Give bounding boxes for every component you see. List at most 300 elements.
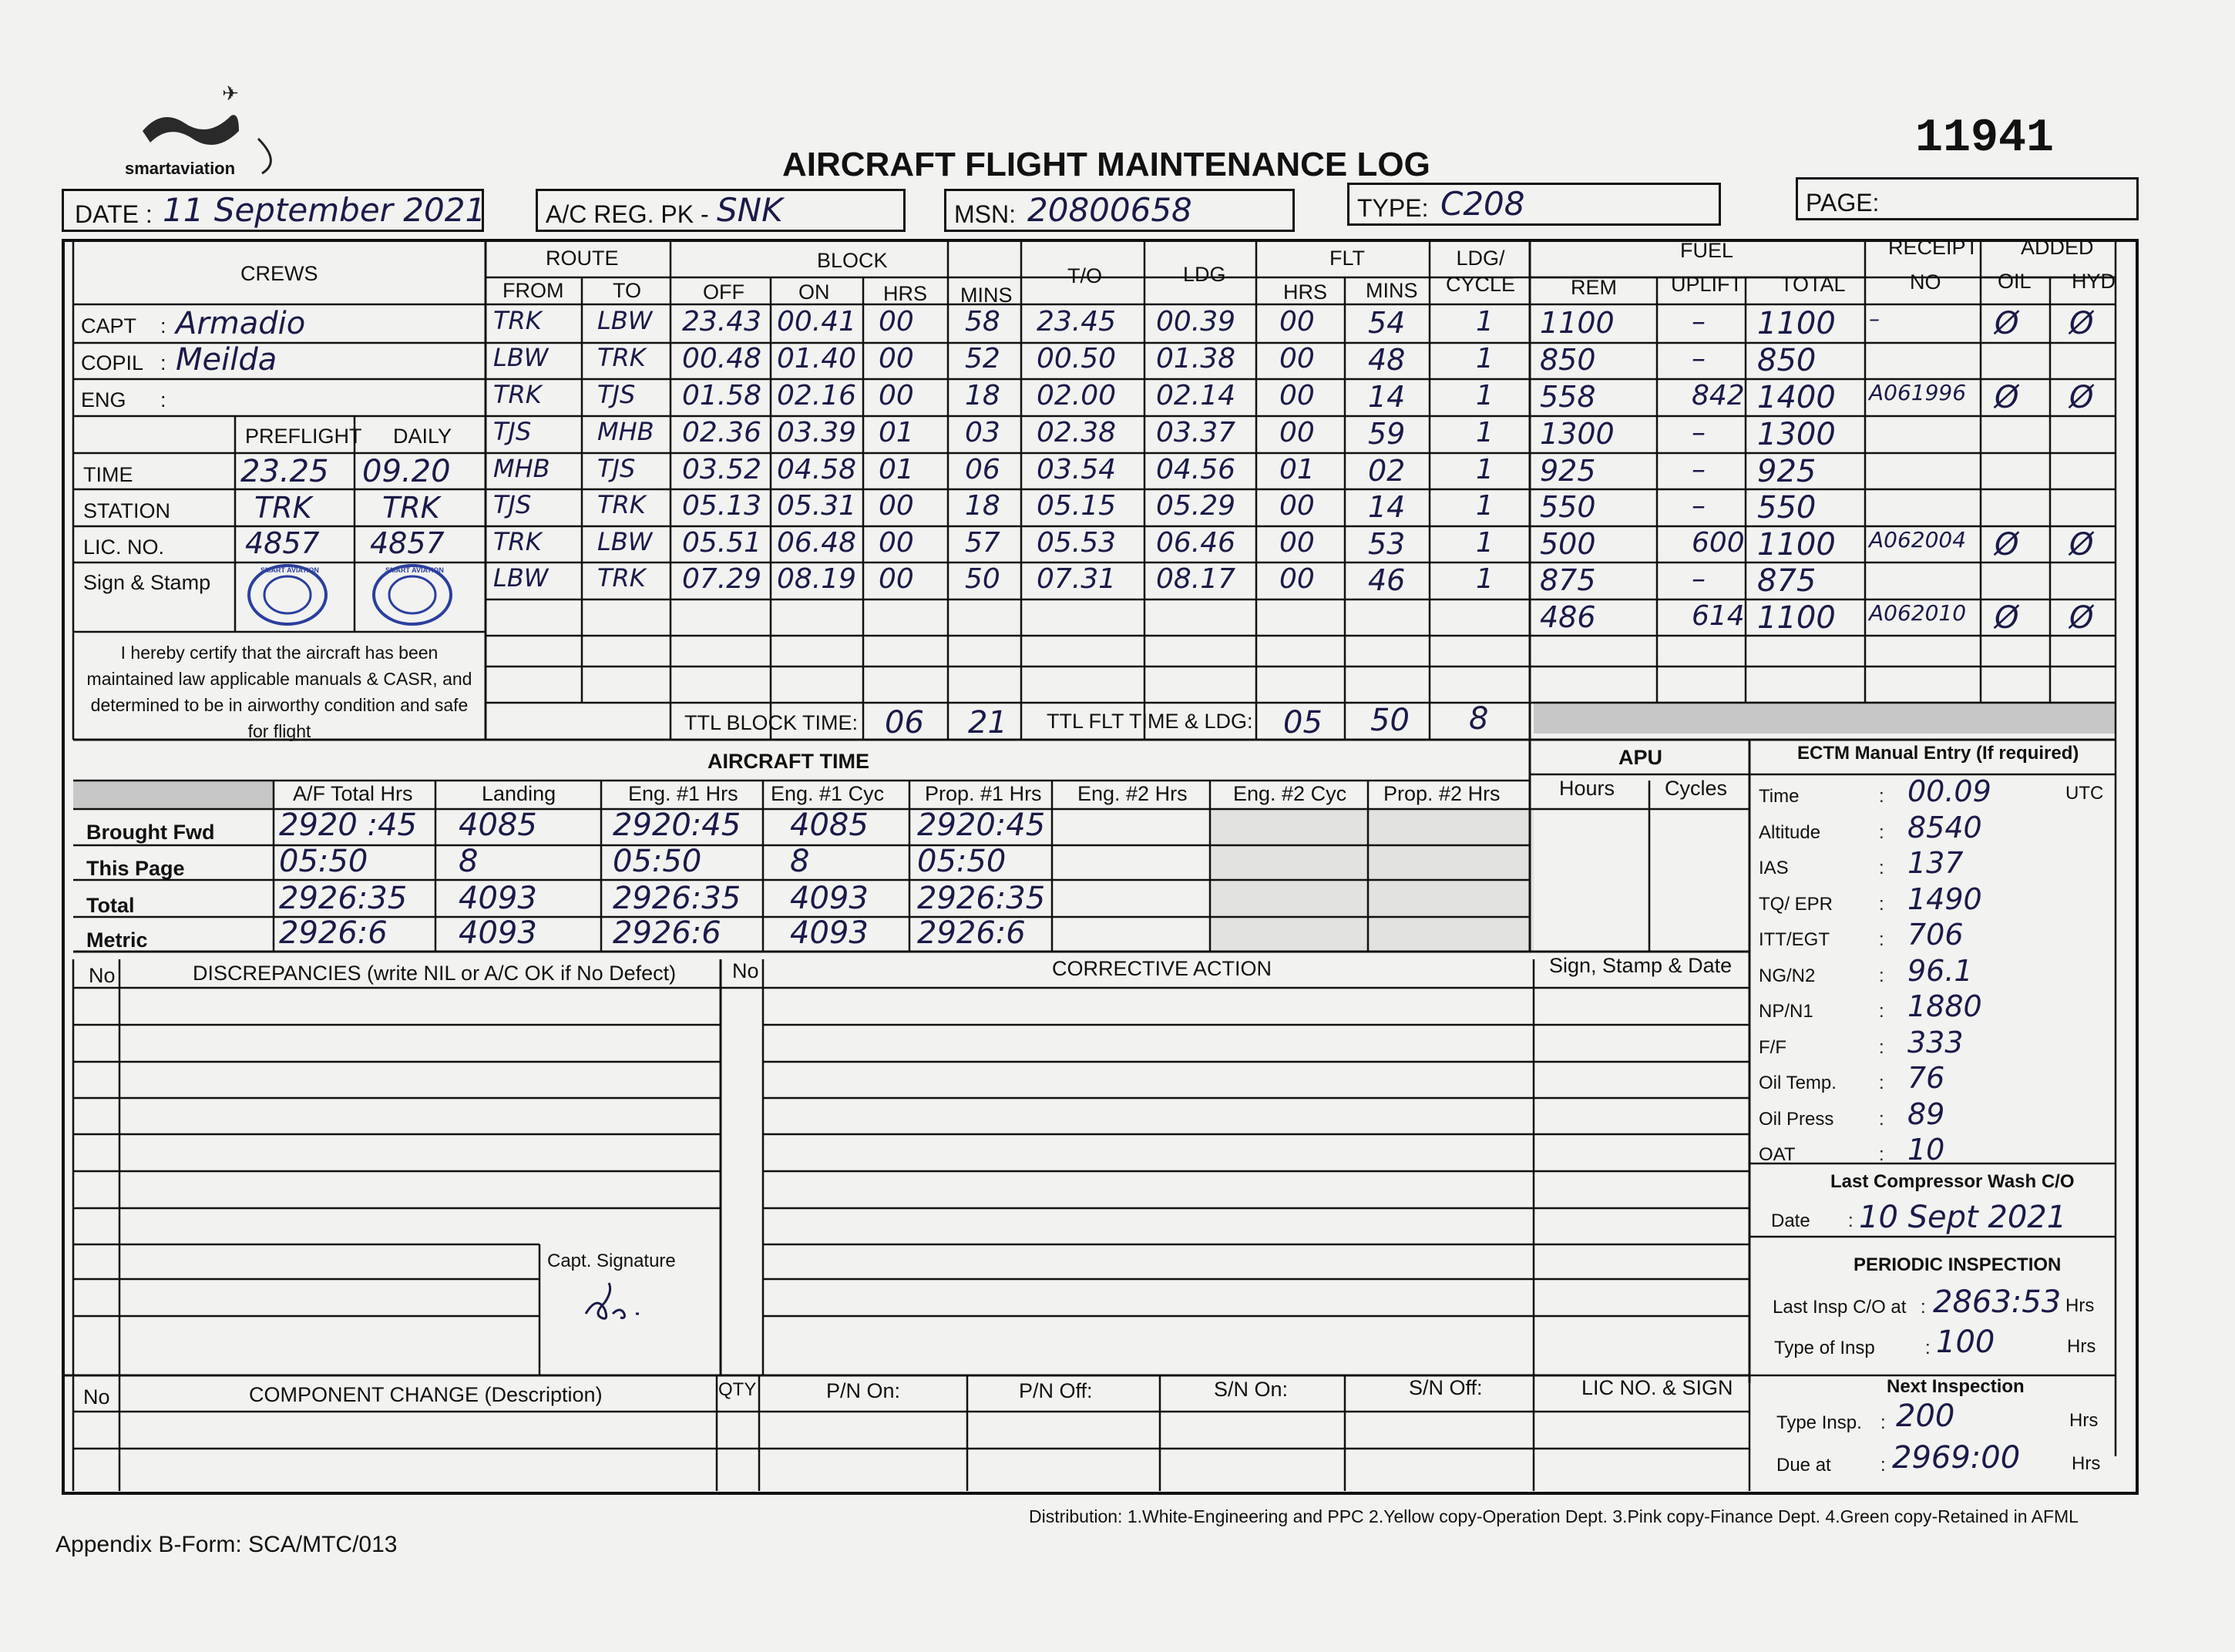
- flight-uplift-cell[interactable]: –: [1692, 343, 1706, 374]
- pn-off-header: P/N Off:: [1019, 1379, 1093, 1402]
- flight-uplift-cell[interactable]: –: [1692, 454, 1706, 485]
- flight-to-cell[interactable]: MHB: [597, 417, 654, 446]
- aircraft-time-row-label: Total: [86, 894, 135, 917]
- ectm-row-value[interactable]: 96.1: [1907, 954, 1973, 988]
- sn-on-header: S/N On:: [1214, 1378, 1289, 1401]
- flight-uplift-cell[interactable]: 842: [1692, 380, 1745, 411]
- to-time-header: T/O: [1067, 264, 1102, 287]
- distribution-note: Distribution: 1.White-Engineering and PPC 2.Yellow copy-Operation Dept. 3.Pink copy-Finance Dept. 4.Green copy-Retained in AFML: [1029, 1506, 2079, 1526]
- ectm-row-colon: :: [1879, 929, 1884, 950]
- hrs-header: HRS: [883, 282, 928, 305]
- flight-total-cell[interactable]: 850: [1757, 343, 1817, 378]
- flight-hrs-cell[interactable]: 00: [879, 343, 914, 374]
- flight-mins-cell[interactable]: 03: [965, 417, 1000, 448]
- aircraft-time-row-label: Metric: [86, 928, 148, 952]
- apu-hours-header: Hours: [1559, 777, 1615, 800]
- ectm-row-value[interactable]: 8540: [1907, 811, 1982, 844]
- ectm-header: ECTM Manual Entry (If required): [1797, 743, 2079, 764]
- corrective-action-header: CORRECTIVE ACTION: [1052, 957, 1272, 980]
- route-header: ROUTE: [546, 247, 619, 270]
- flight-on-cell[interactable]: 02.16: [777, 380, 857, 411]
- serial-number: 11941: [1915, 112, 2055, 165]
- flight-fmins-cell[interactable]: 48: [1368, 343, 1406, 377]
- aircraft-time-value[interactable]: 2920 :45: [279, 808, 417, 843]
- flight-off-cell[interactable]: 01.58: [682, 380, 762, 411]
- flight-from-cell[interactable]: TJS: [493, 417, 532, 446]
- aircraft-time-col-header: Prop. #2 Hrs: [1383, 782, 1501, 805]
- preflight-stamp-icon: [245, 562, 330, 627]
- flight-ldg-cell[interactable]: 06.46: [1156, 527, 1236, 559]
- ectm-row-value[interactable]: 10: [1907, 1133, 1945, 1167]
- svg-text:✈: ✈: [222, 82, 239, 105]
- compressor-date-value[interactable]: 10 Sept 2021: [1859, 1200, 2067, 1235]
- flight-fhrs-cell[interactable]: 00: [1279, 417, 1315, 448]
- flight-on-cell[interactable]: 05.31: [777, 490, 857, 522]
- flight-hrs-cell[interactable]: 00: [879, 490, 914, 522]
- flight-oil-cell[interactable]: Ø: [1995, 600, 2019, 636]
- flight-total-cell[interactable]: 1100: [1757, 600, 1836, 636]
- flight-fhrs-cell[interactable]: 00: [1279, 306, 1315, 337]
- appendix-label: Appendix B-Form: SCA/MTC/013: [55, 1532, 398, 1557]
- aircraft-time-value[interactable]: 4093: [790, 915, 869, 951]
- date-value[interactable]: 11 September 2021: [163, 191, 486, 229]
- type-value[interactable]: C208: [1440, 185, 1525, 223]
- lic-sign-header: LIC NO. & SIGN: [1581, 1376, 1733, 1399]
- lic-preflight-value[interactable]: 4857: [245, 526, 320, 560]
- copil-colon: :: [160, 351, 166, 374]
- flight-rem-cell[interactable]: 925: [1540, 454, 1596, 488]
- form-title: AIRCRAFT FLIGHT MAINTENANCE LOG: [782, 146, 1430, 183]
- aircraft-time-value[interactable]: 05:50: [917, 844, 1007, 879]
- flight-mins-cell[interactable]: 18: [965, 380, 1000, 411]
- flight-mins-cell[interactable]: 57: [965, 527, 1000, 559]
- ectm-row-label: Altitude: [1759, 822, 1821, 843]
- flight-receipt-cell[interactable]: A062004: [1869, 527, 1967, 552]
- flight-to-t-cell[interactable]: 02.00: [1037, 380, 1117, 411]
- flight-fmins-cell[interactable]: 14: [1368, 490, 1406, 524]
- ectm-row-label: F/F: [1759, 1037, 1786, 1058]
- aircraft-time-value[interactable]: 2920:45: [613, 808, 741, 843]
- aircraft-time-value[interactable]: 8: [790, 844, 810, 879]
- on-header: ON: [798, 280, 830, 304]
- ectm-row-value[interactable]: 76: [1907, 1061, 1945, 1095]
- ectm-row-value[interactable]: 00.09: [1907, 774, 1991, 808]
- certify-line: for flight: [247, 721, 311, 741]
- flight-to-cell[interactable]: TRK: [597, 490, 646, 519]
- logo-text: smartaviation: [125, 159, 236, 178]
- ttl-block-mins[interactable]: 21: [968, 705, 1007, 740]
- station-label: STATION: [83, 499, 170, 522]
- flight-total-cell[interactable]: 1400: [1757, 380, 1836, 415]
- ectm-row-colon: :: [1879, 1109, 1884, 1130]
- flight-hrs-cell[interactable]: 00: [879, 380, 914, 411]
- flight-to-t-cell[interactable]: 02.38: [1037, 417, 1117, 448]
- flight-total-cell[interactable]: 1100: [1757, 306, 1836, 341]
- flight-from-cell[interactable]: LBW: [493, 343, 549, 372]
- time-label: TIME: [83, 463, 133, 486]
- flight-from-cell[interactable]: MHB: [493, 454, 550, 483]
- flight-hrs-cell[interactable]: 01: [879, 454, 914, 485]
- uplift-header: UPLIFT: [1671, 273, 1743, 296]
- flight-to-t-cell[interactable]: 23.45: [1037, 306, 1117, 337]
- capt-colon: :: [160, 314, 166, 337]
- flight-from-cell[interactable]: LBW: [493, 563, 549, 593]
- flight-cycle-cell[interactable]: 1: [1476, 527, 1494, 559]
- flight-total-cell[interactable]: 925: [1757, 454, 1817, 489]
- hyd-header: HYD: [2072, 270, 2116, 293]
- flight-fhrs-cell[interactable]: 01: [1279, 454, 1315, 485]
- crews-header: CREWS: [240, 262, 318, 285]
- lic-label: LIC. NO.: [83, 536, 165, 559]
- ectm-row-value[interactable]: 333: [1907, 1026, 1964, 1059]
- flight-fmins-cell[interactable]: 53: [1368, 527, 1406, 561]
- flight-ldg-cell[interactable]: 04.56: [1156, 454, 1236, 485]
- added-header: ADDED: [2021, 236, 2094, 259]
- component-no-header: No: [83, 1385, 110, 1409]
- ectm-row-value[interactable]: 1880: [1907, 989, 1982, 1023]
- last-insp-unit: Hrs: [2065, 1295, 2095, 1316]
- due-at-value[interactable]: 2969:00: [1892, 1440, 2021, 1476]
- flight-to-cell[interactable]: LBW: [597, 306, 653, 335]
- flight-hrs-cell[interactable]: 00: [879, 563, 914, 595]
- flight-total-cell[interactable]: 550: [1757, 490, 1817, 525]
- flight-on-cell[interactable]: 00.41: [777, 306, 857, 337]
- flight-rem-cell[interactable]: 558: [1540, 380, 1596, 414]
- certify-line: maintained law applicable manuals & CASR, and: [86, 669, 472, 689]
- flight-mins-cell[interactable]: 18: [965, 490, 1000, 522]
- aircraft-time-col-header: Eng. #2 Cyc: [1233, 782, 1347, 805]
- ectm-row-colon: :: [1879, 858, 1884, 878]
- aircraft-time-value[interactable]: 2926:6: [279, 915, 388, 951]
- aircraft-time-col-header: Eng. #1 Cyc: [771, 782, 885, 805]
- flight-rem-cell[interactable]: 500: [1540, 527, 1596, 561]
- last-insp-colon: :: [1921, 1297, 1926, 1318]
- aircraft-time-value[interactable]: 2926:6: [613, 915, 721, 951]
- reg-value[interactable]: SNK: [717, 191, 783, 229]
- type-insp-label: Type of Insp: [1774, 1338, 1875, 1358]
- flight-on-cell[interactable]: 04.58: [777, 454, 857, 485]
- corrective-no-header: No: [732, 959, 759, 982]
- to-header: TO: [613, 279, 642, 302]
- apu-header: APU: [1618, 746, 1663, 769]
- capt-signature-label: Capt. Signature: [547, 1251, 676, 1271]
- reg-label: A/C REG. PK -: [546, 200, 709, 228]
- lic-daily-value[interactable]: 4857: [370, 526, 445, 560]
- ttl-block-label: TTL BLOCK TIME:: [684, 711, 859, 734]
- ectm-row-colon: :: [1879, 822, 1884, 843]
- flight-hyd-cell[interactable]: Ø: [2069, 527, 2094, 562]
- flt-mins-header: MINS: [1366, 279, 1418, 302]
- ttl-flt-hrs[interactable]: 05: [1283, 705, 1323, 740]
- flight-on-cell[interactable]: 06.48: [777, 527, 857, 559]
- flight-hyd-cell[interactable]: Ø: [2069, 380, 2094, 415]
- flight-off-cell[interactable]: 03.52: [682, 454, 762, 485]
- capt-label: CAPT: [81, 314, 137, 337]
- flight-to-t-cell[interactable]: 07.31: [1037, 563, 1117, 595]
- ttl-ldg[interactable]: 8: [1469, 701, 1489, 737]
- flight-receipt-cell[interactable]: A061996: [1869, 380, 1967, 405]
- flight-uplift-cell[interactable]: –: [1692, 306, 1706, 337]
- flight-cycle-cell[interactable]: 1: [1476, 380, 1494, 411]
- flight-hyd-cell[interactable]: Ø: [2069, 600, 2094, 636]
- flight-to-cell[interactable]: LBW: [597, 527, 653, 556]
- flight-ldg-cell[interactable]: 08.17: [1156, 563, 1236, 595]
- flight-fhrs-cell[interactable]: 00: [1279, 527, 1315, 559]
- qty-header: QTY: [718, 1379, 757, 1400]
- flight-on-cell[interactable]: 08.19: [777, 563, 857, 595]
- ectm-row-colon: :: [1879, 1144, 1884, 1165]
- due-at-unit: Hrs: [2072, 1453, 2101, 1474]
- flight-oil-cell[interactable]: Ø: [1995, 306, 2019, 341]
- flight-ldg-cell[interactable]: 01.38: [1156, 343, 1236, 374]
- flt-header: FLT: [1329, 247, 1365, 270]
- preflight-stamp-text: SMART AVIATION: [260, 566, 319, 574]
- certify-statement: [73, 640, 486, 744]
- flight-rem-cell[interactable]: 1100: [1540, 306, 1615, 340]
- off-header: OFF: [703, 280, 744, 304]
- next-type-label: Type Insp.: [1776, 1412, 1862, 1433]
- ldg-cycle-header: LDG/ CYCLE: [1445, 247, 1516, 296]
- from-header: FROM: [502, 279, 564, 302]
- flight-mins-cell[interactable]: 50: [965, 563, 1000, 595]
- ectm-row-colon: :: [1879, 1001, 1884, 1022]
- daily-stamp-text: SMART AVIATION: [385, 566, 444, 574]
- flight-cycle-cell[interactable]: 1: [1476, 454, 1494, 485]
- sign-stamp-label: Sign & Stamp: [83, 571, 211, 594]
- flight-cycle-cell[interactable]: 1: [1476, 343, 1494, 374]
- aircraft-time-value[interactable]: 05:50: [279, 844, 368, 879]
- next-type-value[interactable]: 200: [1896, 1398, 1955, 1434]
- certify-line: determined to be in airworthy condition and safe: [90, 695, 469, 715]
- flight-total-cell[interactable]: 875: [1757, 563, 1817, 599]
- flight-uplift-cell[interactable]: –: [1692, 490, 1706, 522]
- ectm-row-value[interactable]: 1490: [1907, 882, 1982, 916]
- flight-off-cell[interactable]: 02.36: [682, 417, 762, 448]
- pn-on-header: P/N On:: [826, 1379, 901, 1402]
- compressor-wash-header: Last Compressor Wash C/O: [1830, 1171, 2075, 1192]
- preflight-label: PREFLIGHT: [245, 425, 362, 448]
- flight-fmins-cell[interactable]: 59: [1368, 417, 1406, 451]
- flight-rem-cell[interactable]: 550: [1540, 490, 1596, 524]
- flight-from-cell[interactable]: TRK: [493, 306, 542, 335]
- next-type-colon: :: [1880, 1412, 1886, 1433]
- flight-hrs-cell[interactable]: 01: [879, 417, 914, 448]
- flight-receipt-cell[interactable]: A062010: [1869, 600, 1967, 626]
- flight-ldg-cell[interactable]: 03.37: [1156, 417, 1236, 448]
- flight-total-cell[interactable]: 1100: [1757, 527, 1836, 562]
- flight-mins-cell[interactable]: 52: [965, 343, 1000, 374]
- next-type-unit: Hrs: [2069, 1410, 2099, 1431]
- flight-oil-cell[interactable]: Ø: [1995, 380, 2019, 415]
- ectm-row-value[interactable]: 89: [1907, 1097, 1945, 1131]
- flight-to-t-cell[interactable]: 05.15: [1037, 490, 1117, 522]
- aircraft-time-value[interactable]: 4085: [790, 808, 869, 843]
- aircraft-time-value[interactable]: 2920:45: [917, 808, 1046, 843]
- ectm-row-colon: :: [1879, 1073, 1884, 1093]
- flt-hrs-header: HRS: [1283, 280, 1328, 304]
- flight-ldg-cell[interactable]: 00.39: [1156, 306, 1236, 337]
- flight-to-t-cell[interactable]: 05.53: [1037, 527, 1117, 559]
- aircraft-time-value[interactable]: 2926:35: [279, 881, 408, 916]
- aircraft-time-row-label: Brought Fwd: [86, 821, 215, 844]
- capt-signature-mark-icon: [578, 1279, 670, 1333]
- msn-value[interactable]: 20800658: [1027, 191, 1192, 229]
- copil-label: COPIL: [81, 351, 144, 374]
- daily-label: DAILY: [393, 425, 452, 448]
- flight-to-cell[interactable]: TJS: [597, 454, 636, 483]
- ectm-row-colon: :: [1879, 965, 1884, 986]
- fuel-header: FUEL: [1680, 239, 1734, 262]
- flight-off-cell[interactable]: 05.13: [682, 490, 762, 522]
- type-insp-unit: Hrs: [2067, 1336, 2096, 1357]
- flight-off-cell[interactable]: 07.29: [682, 563, 762, 595]
- flight-mins-cell[interactable]: 58: [965, 306, 1000, 337]
- ectm-row-label: TQ/ EPR: [1759, 894, 1833, 915]
- flight-on-cell[interactable]: 01.40: [777, 343, 857, 374]
- flight-cycle-cell[interactable]: 1: [1476, 306, 1494, 337]
- aircraft-time-col-header: Eng. #1 Hrs: [628, 782, 738, 805]
- flight-fmins-cell[interactable]: 14: [1368, 380, 1406, 414]
- aircraft-time-row-label: This Page: [86, 857, 185, 880]
- flight-receipt-cell[interactable]: –: [1869, 306, 1880, 331]
- next-inspection-header: Next Inspection: [1887, 1376, 2025, 1397]
- ectm-row-label: NG/N2: [1759, 965, 1816, 986]
- flight-cycle-cell[interactable]: 1: [1476, 417, 1494, 448]
- flight-oil-cell[interactable]: Ø: [1995, 527, 2019, 562]
- aircraft-time-value[interactable]: 05:50: [613, 844, 702, 879]
- oil-header: OIL: [1998, 270, 2032, 293]
- rem-header: REM: [1571, 276, 1617, 299]
- compressor-date-colon: :: [1848, 1210, 1854, 1231]
- aircraft-time-value[interactable]: 2926:6: [917, 915, 1026, 951]
- flight-from-cell[interactable]: TRK: [493, 527, 542, 556]
- ectm-row-label: Oil Temp.: [1759, 1073, 1837, 1093]
- certify-line: I hereby certify that the aircraft has been: [120, 643, 439, 663]
- block-header: BLOCK: [817, 249, 888, 272]
- aircraft-time-col-header: Prop. #1 Hrs: [925, 782, 1042, 805]
- aircraft-time-value[interactable]: 2926:35: [613, 881, 741, 916]
- last-insp-value[interactable]: 2863:53: [1933, 1284, 2062, 1320]
- flight-rem-cell[interactable]: 486: [1540, 600, 1596, 634]
- due-at-label: Due at: [1776, 1455, 1831, 1476]
- flight-fhrs-cell[interactable]: 00: [1279, 380, 1315, 411]
- flight-uplift-cell[interactable]: 600: [1692, 527, 1745, 559]
- eng-colon: :: [160, 388, 166, 411]
- aircraft-time-col-header: A/F Total Hrs: [293, 782, 413, 805]
- flight-uplift-cell[interactable]: –: [1692, 417, 1706, 448]
- ectm-row-value[interactable]: 706: [1907, 918, 1964, 952]
- ttl-flt-label: TTL FLT TIME & LDG:: [1047, 710, 1253, 733]
- ectm-row-label: ITT/EGT: [1759, 929, 1830, 950]
- apu-cycles-header: Cycles: [1665, 777, 1728, 800]
- flight-to-t-cell[interactable]: 03.54: [1037, 454, 1117, 485]
- aircraft-time-value[interactable]: 4085: [459, 808, 537, 843]
- type-insp-colon: :: [1925, 1338, 1931, 1358]
- flight-to-cell[interactable]: TRK: [597, 563, 646, 593]
- flight-off-cell[interactable]: 00.48: [682, 343, 762, 374]
- flight-cycle-cell[interactable]: 1: [1476, 563, 1494, 595]
- flight-from-cell[interactable]: TJS: [493, 490, 532, 519]
- aircraft-time-col-header: Landing: [482, 782, 556, 805]
- flight-rem-cell[interactable]: 875: [1540, 563, 1596, 597]
- flight-to-cell[interactable]: TJS: [597, 380, 636, 409]
- flight-rem-cell[interactable]: 1300: [1540, 417, 1615, 451]
- receipt-no-header: NO: [1910, 270, 1941, 294]
- periodic-inspection-header: PERIODIC INSPECTION: [1854, 1254, 2062, 1275]
- flight-hyd-cell[interactable]: Ø: [2069, 306, 2094, 341]
- flight-hrs-cell[interactable]: 00: [879, 306, 914, 337]
- compressor-date-label: Date: [1771, 1210, 1810, 1231]
- copil-value[interactable]: Meilda: [176, 342, 277, 378]
- flight-fhrs-cell[interactable]: 00: [1279, 343, 1315, 374]
- flight-fhrs-cell[interactable]: 00: [1279, 490, 1315, 522]
- flight-mins-cell[interactable]: 06: [965, 454, 1000, 485]
- flight-on-cell[interactable]: 03.39: [777, 417, 857, 448]
- ectm-row-label: IAS: [1759, 858, 1789, 878]
- msn-label: MSN:: [954, 200, 1016, 228]
- flight-fhrs-cell[interactable]: 00: [1279, 563, 1315, 595]
- flight-from-cell[interactable]: TRK: [493, 380, 542, 409]
- discrepancies-header: DISCREPANCIES (write NIL or A/C OK if No Defect): [193, 962, 677, 985]
- flight-to-cell[interactable]: TRK: [597, 343, 646, 372]
- ectm-row-unit: UTC: [2065, 783, 2104, 804]
- flight-to-t-cell[interactable]: 00.50: [1037, 343, 1117, 374]
- last-insp-label: Last Insp C/O at: [1773, 1297, 1907, 1318]
- aircraft-time-value[interactable]: 2926:35: [917, 881, 1046, 916]
- flight-fmins-cell[interactable]: 54: [1368, 306, 1406, 340]
- flight-hrs-cell[interactable]: 00: [879, 527, 914, 559]
- capt-value[interactable]: Armadio: [176, 306, 306, 341]
- ectm-row-label: NP/N1: [1759, 1001, 1813, 1022]
- sn-off-header: S/N Off:: [1409, 1376, 1483, 1399]
- ectm-row-colon: :: [1879, 786, 1884, 807]
- ectm-row-label: OAT: [1759, 1144, 1796, 1165]
- type-insp-value[interactable]: 100: [1936, 1325, 1995, 1360]
- flight-rem-cell[interactable]: 850: [1540, 343, 1596, 377]
- flight-uplift-cell[interactable]: –: [1692, 563, 1706, 595]
- aircraft-time-value[interactable]: 4093: [459, 881, 537, 916]
- date-label: DATE :: [75, 200, 153, 228]
- flight-fmins-cell[interactable]: 46: [1368, 563, 1406, 597]
- ectm-row-value[interactable]: 137: [1907, 846, 1964, 880]
- station-preflight-value[interactable]: TRK: [254, 491, 312, 525]
- aircraft-time-header: AIRCRAFT TIME: [707, 750, 869, 773]
- aircraft-time-value[interactable]: 4093: [790, 881, 869, 916]
- time-preflight-value[interactable]: 23.25: [240, 454, 329, 489]
- flight-total-cell[interactable]: 1300: [1757, 417, 1836, 452]
- flight-off-cell[interactable]: 23.43: [682, 306, 762, 337]
- flight-cycle-cell[interactable]: 1: [1476, 490, 1494, 522]
- aircraft-time-value[interactable]: 4093: [459, 915, 537, 951]
- ectm-row-label: Time: [1759, 786, 1800, 807]
- due-at-colon: :: [1880, 1455, 1886, 1476]
- flight-ldg-cell[interactable]: 02.14: [1156, 380, 1236, 411]
- ectm-row-colon: :: [1879, 1037, 1884, 1058]
- fuel-total-header: TOTAL: [1780, 273, 1846, 296]
- flight-uplift-cell[interactable]: 614: [1692, 600, 1745, 632]
- mins-header: MINS: [960, 284, 1013, 307]
- flight-ldg-cell[interactable]: 05.29: [1156, 490, 1236, 522]
- station-daily-value[interactable]: TRK: [382, 491, 440, 525]
- page-label: PAGE:: [1806, 189, 1880, 217]
- aircraft-time-value[interactable]: 8: [459, 844, 479, 879]
- ectm-row-colon: :: [1879, 894, 1884, 915]
- ttl-flt-mins[interactable]: 50: [1370, 703, 1410, 738]
- ttl-block-hrs[interactable]: 06: [885, 705, 924, 740]
- flight-fmins-cell[interactable]: 02: [1368, 454, 1406, 488]
- flight-off-cell[interactable]: 05.51: [682, 527, 762, 559]
- time-daily-value[interactable]: 09.20: [362, 454, 451, 489]
